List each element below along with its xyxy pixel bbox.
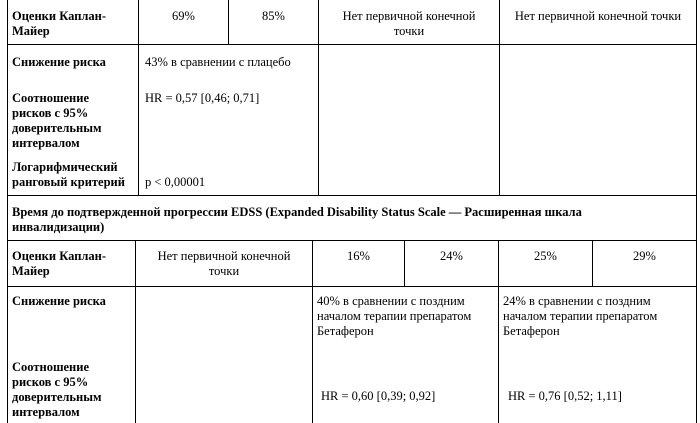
hazard-ratio-left-value: HR = 0,60 [0,39; 0,92] <box>321 389 436 403</box>
row-divider <box>7 286 697 287</box>
log-rank-value: p < 0,00001 <box>145 175 206 189</box>
log-rank-label-line2: ранговый критерий <box>12 175 125 189</box>
table-right-border <box>696 0 697 423</box>
km-value-cell: 85% <box>262 9 285 23</box>
hazard-ratio-label-line4: интервалом <box>12 405 80 419</box>
hazard-ratio-label-line2: рисков с 95% <box>12 106 89 120</box>
risk-reduction-right-line2: началом терапии препаратом <box>503 309 658 323</box>
risk-reduction-label: Снижение риска <box>12 55 106 69</box>
hazard-ratio-label-line2: рисков с 95% <box>12 375 89 389</box>
section-header-line1: Время до подтвержденной прогрессии EDSS (Expanded Disability Status Scale — Расширенная шкала <box>12 205 582 219</box>
section-header-line2: инвалидизации) <box>12 220 105 234</box>
km-value-cell: 29% <box>633 249 656 263</box>
risk-reduction-value: 43% в сравнении с плацебо <box>145 55 291 69</box>
log-rank-label-line1: Логарифмический <box>12 160 118 174</box>
km-value-cell: Нет первичной конечной точки <box>514 9 682 23</box>
km-label-line1: Оценки Каплан- <box>12 249 107 263</box>
km-label-line2: Майер <box>12 24 50 38</box>
km-value-cell: Нет первичной конечной <box>157 249 291 263</box>
km-value-cell: точки <box>208 264 240 278</box>
risk-reduction-left-line3: Бетаферон <box>317 324 374 338</box>
column-divider <box>138 0 139 195</box>
column-divider <box>312 240 313 423</box>
risk-reduction-label: Снижение риска <box>12 294 106 308</box>
table-left-border <box>7 0 8 423</box>
row-divider <box>7 44 697 45</box>
row-divider <box>7 195 697 196</box>
column-divider <box>499 0 500 195</box>
risk-reduction-right-line1: 24% в сравнении с поздним <box>503 294 651 308</box>
hazard-ratio-label-line1: Соотношение <box>12 360 90 374</box>
km-value-cell: 25% <box>534 249 557 263</box>
hazard-ratio-label-line1: Соотношение <box>12 91 90 105</box>
risk-reduction-right-line3: Бетаферон <box>503 324 560 338</box>
km-value-cell: 16% <box>347 249 370 263</box>
hazard-ratio-label-line4: интервалом <box>12 136 80 150</box>
hazard-ratio-value: HR = 0,57 [0,46; 0,71] <box>145 91 260 105</box>
row-divider <box>7 240 697 241</box>
risk-reduction-left-line1: 40% в сравнении с поздним <box>317 294 465 308</box>
km-value-cell: Нет первичной конечной <box>342 9 476 23</box>
km-label-line2: Майер <box>12 264 50 278</box>
hazard-ratio-label-line3: доверительным <box>12 390 102 404</box>
km-value-cell: точки <box>393 24 425 38</box>
hazard-ratio-label-line3: доверительным <box>12 121 102 135</box>
km-value-cell: 24% <box>440 249 463 263</box>
column-divider <box>498 240 499 423</box>
km-label-line1: Оценки Каплан- <box>12 9 107 23</box>
risk-reduction-left-line2: началом терапии препаратом <box>317 309 472 323</box>
hazard-ratio-right-value: HR = 0,76 [0,52; 1,11] <box>508 389 622 403</box>
km-value-cell: 69% <box>172 9 195 23</box>
